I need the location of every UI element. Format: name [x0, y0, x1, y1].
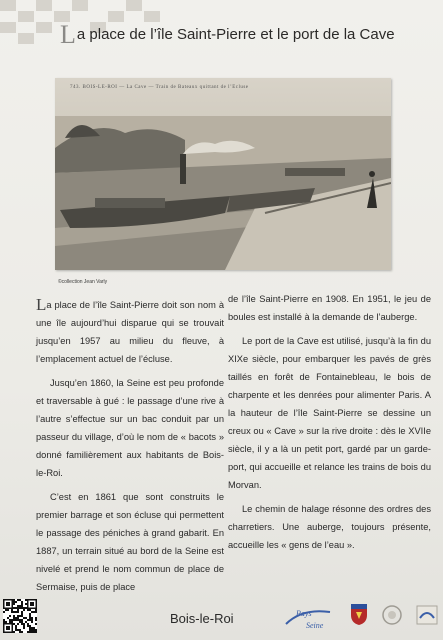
svg-text:Pays: Pays: [296, 609, 312, 618]
river-boat-photo-image: [55, 78, 391, 270]
paragraph-5: Le port de la Cave est utilisé, jusqu’à la fin du XIXe siècle, pour embarquer les pavés de grès taillés en forêt de Fontainebleau, le bois de charpente et les denrées pour alimenter Paris. A la hauteur de l’île Saint-Pierre se dessine un creux ou « Cave » sur la rive droite : dès le XVIIe siècle, il y a là un petit port, gardé par un garde-port, qui accueille et relance les trains de bois du Morvan.: [228, 336, 431, 490]
title-drop-letter: L: [60, 20, 76, 49]
photo-credit: ©collection Jean Varly: [58, 279, 108, 285]
panel-title: [60, 20, 440, 50]
paragraph-2: Jusqu’en 1860, la Seine est peu profonde et traversable à gué : le passage d’une rive à l’autre s’effectue sur un bac conduit par un passeur du village, d’où le nom de « bacots » donné familièrement aux habitants de Bois-le-Roi.: [36, 378, 224, 478]
paragraph-3: C’est en 1861 que sont construits le premier barrage et son écluse qui permettent le passage des péniches à grand gabarit. En 1887, un terrain situé au bord de la Seine est nivelé et prend le nom commun de place de Sermaise, puis de place: [36, 492, 224, 592]
pays-seine-logo: [282, 602, 334, 632]
qr-code[interactable]: [3, 599, 37, 633]
photo-caption: 743. BOIS-LE-ROI — La Cave — Train de Bateaux quittant de l’Ecluse: [70, 85, 249, 90]
paragraph-6: Le chemin de halage résonne des ordres des charretiers. Une auberge, toujours présente, accueille les « gens de l’eau ».: [228, 504, 431, 550]
title-text: a place de l’île Saint-Pierre et le port de la Cave: [76, 26, 395, 43]
regional-logo-icon: [414, 602, 440, 628]
text-column-right: [228, 290, 431, 554]
paragraph-4: de l’île Saint-Pierre en 1908. En 1951, le jeu de boules est installé à la demande de l’auberge.: [228, 294, 431, 322]
historic-photo: [55, 78, 391, 270]
emblem-wreath-icon: [380, 602, 404, 628]
svg-text:Seine: Seine: [306, 621, 324, 630]
coat-of-arms-icon: [350, 602, 368, 626]
text-column-left: [36, 296, 224, 596]
town-name: Bois-le-Roi: [170, 611, 234, 626]
paragraph-1: La place de l’île Saint-Pierre doit son nom à une île aujourd’hui disparue qui se trouvait jusqu’en 1957 au milieu du fleuve, à l’emplacement actuel de l’écluse.: [36, 295, 224, 364]
